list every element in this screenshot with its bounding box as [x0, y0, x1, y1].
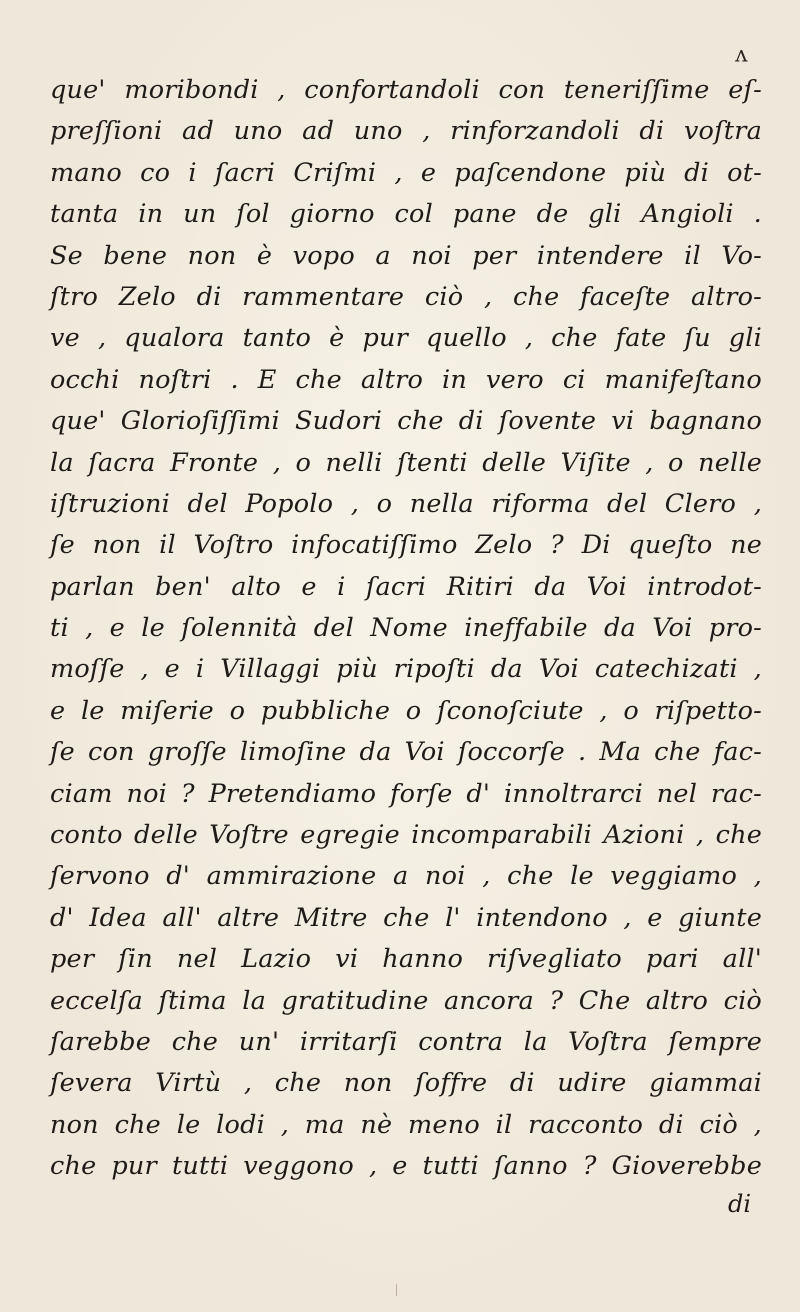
text-line: ſe non il Voſtro infocatiſſimo Zelo ? Di queſto ne — [50, 530, 762, 561]
text-line: ſe con groſſe limoſine da Voi ſoccorſe . Ma che fac- — [50, 737, 762, 768]
text-line: d' Idea all' altre Mitre che l' intendono , e giunte — [50, 902, 762, 933]
text-line: e le miſerie o pubbliche o ſconoſciute , o riſpetto- — [50, 695, 762, 726]
text-line: parlan ben' alto e i ſacri Ritiri da Voi introdot- — [50, 571, 762, 602]
text-line: que' Glorioſiſſimi Sudori che di ſovente vi bagnano — [50, 406, 762, 437]
catchword: di — [728, 1190, 752, 1218]
text-line: ſervono d' ammirazione a noi , che le veggiamo , — [50, 861, 762, 892]
text-line: non che le lodi , ma nè meno il racconto di ciò , — [50, 1109, 762, 1140]
text-line: iſtruzioni del Popolo , o nella riforma del Clero , — [50, 488, 762, 519]
text-line: preſſioni ad uno ad uno , rinforzandoli di voſtra — [50, 116, 762, 147]
text-line: ſevera Virtù , che non ſoffre di udire giammai — [50, 1068, 762, 1099]
text-line: per ſin nel Lazio vi hanno riſvegliato pari all' — [50, 944, 762, 975]
text-line: occhi noſtri . E che altro in vero ci manifeſtano — [50, 364, 762, 395]
text-line: ti , e le ſolennità del Nome ineffabile da Voi pro- — [50, 613, 762, 644]
text-line: Se bene non è vopo a noi per intendere il Vo- — [50, 240, 762, 271]
text-line: moſſe , e i Villaggi più ripoſti da Voi catechizati , — [50, 654, 762, 685]
text-line: mano co i ſacri Criſmi , e paſcendone più di ot- — [50, 157, 762, 188]
signature-mark: v — [735, 44, 748, 69]
text-line: che pur tutti veggono , e tutti ſanno ? Gioverebbe — [50, 1151, 762, 1182]
text-line: eccelſa ſtima la gratitudine ancora ? Che altro ciò — [50, 985, 762, 1016]
text-line: la ſacra Fronte , o nelli ſtenti delle Viſite , o nelle — [50, 447, 762, 478]
text-line: ciam noi ? Pretendiamo forſe d' innoltrarci nel rac- — [50, 778, 762, 809]
body-text — [50, 70, 762, 1188]
text-line: que' moribondi , confortandoli con teneriſſime eſ- — [50, 75, 762, 105]
text-line: tanta in un ſol giorno col pane de gli Angioli . — [50, 199, 762, 230]
text-line: conto delle Voſtre egregie incomparabili Azioni , che — [50, 820, 762, 851]
text-line: ſtro Zelo di rammentare ciò , che faceſte altro- — [50, 281, 762, 312]
text-line: ſarebbe che un' irritarſi contra la Voſtra ſempre — [50, 1026, 762, 1057]
gutter-mark — [396, 1284, 397, 1296]
text-line: ve , qualora tanto è pur quello , che fate ſu gli — [50, 323, 762, 354]
